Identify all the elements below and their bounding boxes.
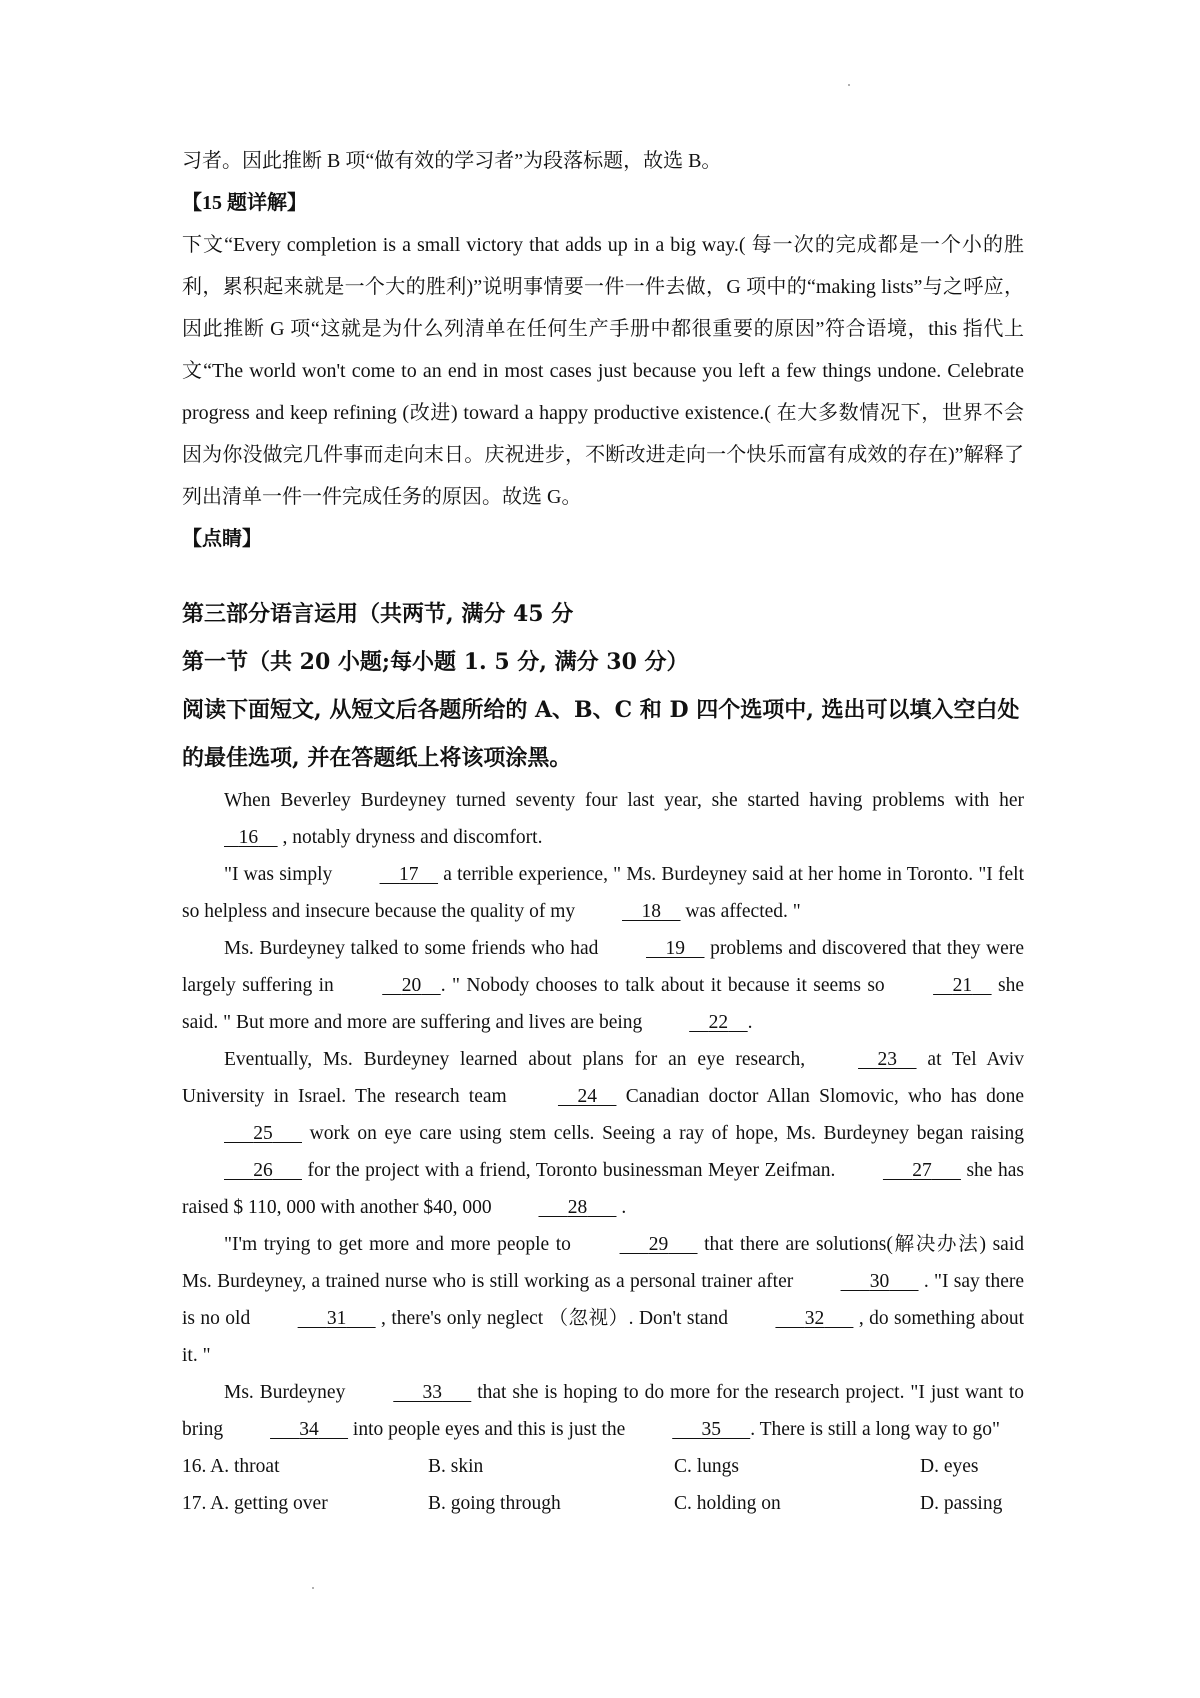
- option-16-a: 16. A. throat: [182, 1456, 280, 1477]
- blank-19: 19: [665, 938, 685, 959]
- intro-line: 习者。因此推断 B 项“做有效的学习者”为段落标题，故选 B。: [182, 150, 722, 172]
- blank-21: 21: [952, 975, 973, 996]
- scan-speck: [848, 84, 850, 86]
- subsection-heading: 第一节（共 20 小题;每小题 1. 5 分, 满分 30 分）: [182, 649, 689, 675]
- blank-34: 34: [299, 1419, 319, 1440]
- passage-paragraph: "I was simply 17 a terrible experience, " Ms. Burdeyney said at her home in Toronto. "I felt so helpless and insecure because the quality of my 18 was affected. ": [182, 856, 1024, 930]
- option-row-17: [182, 1485, 1024, 1522]
- blank-16: 16: [238, 827, 259, 848]
- cloze-passage: [182, 782, 1024, 1448]
- blank-22: 22: [708, 1012, 729, 1033]
- explanation-paragraph: 下文“Every completion is a small victory that adds up in a big way.( 每一次的完成都是一个小的胜利，累积起来就是一个大的胜利)”说明事情要一件一件去做，G 项中的“making lists”与之呼应，因此推断 G 项“这就是为什么列清单在任何生产手册中都很重要的原因”符合语境，this 指代上文“The world won't come to an end in most cases just because you left a few things undone. Celebrate progress and keep refining (改进) toward a happy productive existence.( 在大多数情况下，世界不会因为你没做完几件事而走向末日。庆祝进步，不断改进走向一个快乐而富有成效的存在)”解释了列出清单一件一件完成任务的原因。故选 G。: [182, 234, 1024, 508]
- blank-30: 30: [869, 1271, 890, 1292]
- detail-label: 【15 题详解】: [182, 192, 307, 214]
- blank-32: 32: [804, 1308, 825, 1329]
- passage-paragraph: "I'm trying to get more and more people to 29 that there are solutions(解决办法) said Ms. Burdeyney, a trained nurse who is still working as a personal trainer after 30 . "I say there is no old 31 , there's only neglect （忽视）. Don't stand 32 , do something about it. ": [182, 1226, 1024, 1374]
- passage-paragraph: Ms. Burdeyney 33 that she is hoping to do more for the research project. "I just want to bring 34 into people eyes and this is just the 35 . There is still a long way to go": [182, 1374, 1024, 1448]
- answer-options: [182, 1448, 1024, 1522]
- option-16-c: C. lungs: [674, 1456, 740, 1477]
- blank-31: 31: [326, 1308, 347, 1329]
- scan-speck: [312, 1587, 314, 1589]
- section-heading: 第三部分语言运用（共两节, 满分 45 分: [182, 601, 574, 627]
- option-17-a: 17. A. getting over: [182, 1493, 328, 1514]
- blank-35: 35: [701, 1419, 721, 1440]
- blank-24: 24: [577, 1086, 597, 1107]
- passage-paragraph: When Beverley Burdeyney turned seventy four last year, she started having problems with her 16 , notably dryness and discomfort.: [182, 782, 1024, 856]
- option-17-c: C. holding on: [674, 1493, 781, 1514]
- instructions: 阅读下面短文, 从短文后各题所给的 A、B、C 和 D 四个选项中, 选出可以填入空白处的最佳选项, 并在答题纸上将该项涂黑。: [182, 697, 1020, 771]
- blank-28: 28: [567, 1197, 588, 1218]
- option-17-d: D. passing: [920, 1493, 1003, 1514]
- blank-27: 27: [912, 1160, 932, 1181]
- blank-29: 29: [648, 1234, 669, 1255]
- blank-20: 20: [401, 975, 422, 996]
- option-16-b: B. skin: [428, 1456, 484, 1477]
- page-content: [182, 140, 1024, 1522]
- tip-label: 【点睛】: [182, 528, 262, 550]
- option-row-16: [182, 1448, 1024, 1485]
- passage-paragraph: Ms. Burdeyney talked to some friends who had 19 problems and discovered that they were largely suffering in 20 . " Nobody chooses to talk about it because it seems so 21 she said. " But more and more are suffering and lives are being 22 .: [182, 930, 1024, 1041]
- blank-33: 33: [422, 1382, 443, 1403]
- blank-26: 26: [253, 1160, 273, 1181]
- option-17-b: B. going through: [428, 1493, 561, 1514]
- option-16-d: D. eyes: [920, 1456, 979, 1477]
- blank-18: 18: [641, 901, 662, 922]
- blank-25: 25: [253, 1123, 273, 1144]
- passage-paragraph: Eventually, Ms. Burdeyney learned about plans for an eye research, 23 at Tel Aviv University in Israel. The research team 24 Canadian doctor Allan Slomovic, who has done 25 work on eye care using stem cells. Seeing a ray of hope, Ms. Burdeyney began raising 26 for the project with a friend, Toronto businessman Meyer Zeifman. 27 she has raised $ 110, 000 with another $40, 000 28 .: [182, 1041, 1024, 1226]
- blank-23: 23: [877, 1049, 898, 1070]
- blank-17: 17: [399, 864, 419, 885]
